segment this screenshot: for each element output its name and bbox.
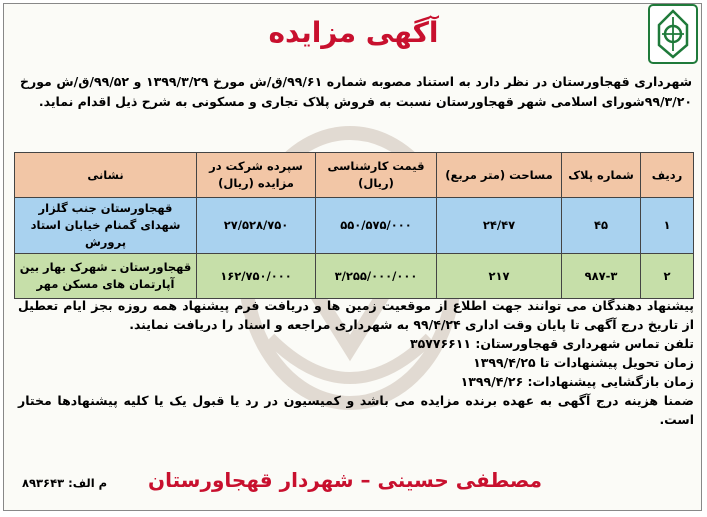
- terms-note: ضمنا هزینه درج آگهی به عهده برنده مزایده می باشد و کمیسیون در رد یا قبول یک یا کلیه پیشنهادها مختار است.: [18, 393, 694, 427]
- reference-number: م الف: ۸۹۳۶۴۳: [22, 476, 108, 490]
- cell-address: قهجاورستان جنب گلزار شهدای گمنام خیابان استاد پرورش: [15, 198, 197, 254]
- intro-paragraph: شهرداری قهجاورستان در نظر دارد به استناد مصوبه شماره ۹۹/۶۱/ق/ش مورخ ۱۳۹۹/۳/۲۹ و ۹۹/۵۲/ق/ش مورخ ۹۹/۳/۲۰شورای اسلامی شهر قهجاورستان نسبت به فروش پلاک تجاری و مسکونی به شرح ذیل اقدام نماید.: [20, 74, 692, 109]
- auction-items-table: [14, 152, 694, 299]
- header-row-no: ردیف: [641, 153, 694, 198]
- cell-row-no: ۱: [641, 198, 694, 254]
- header-price: قیمت کارشناسی (ریال): [316, 153, 437, 198]
- signature: مصطفی حسینی – شهردار قهجاورستان: [148, 468, 542, 492]
- opening-date: زمان بازگشایی پیشنهادات: ۱۳۹۹/۴/۲۶: [460, 374, 694, 389]
- contact-phone: تلفن تماس شهرداری قهجاورستان: ۳۵۷۷۶۶۱۱: [409, 336, 694, 351]
- cell-address: قهجاورستان ـ شهرک بهار بین آپارتمان های مسکن مهر: [15, 254, 197, 299]
- submission-deadline: زمان تحویل پیشنهادات تا ۱۳۹۹/۴/۲۵: [473, 355, 694, 370]
- notice-title: آگهی مزایده: [268, 16, 439, 49]
- cell-deposit: ۲۷/۵۲۸/۷۵۰: [197, 198, 316, 254]
- table-header-row: [15, 153, 694, 198]
- cell-row-no: ۲: [641, 254, 694, 299]
- instructions-paragraph: پیشنهاد دهندگان می توانند جهت اطلاع از موقعیت زمین ها و دریافت فرم پیشنهاد همه روزه بجز ایام تعطیل از تاریخ درج آگهی تا پایان وقت اداری ۹۹/۴/۲۴ به شهرداری مراجعه و اسناد را دریافت نمایند.: [18, 298, 694, 332]
- cell-plate-no: ۴۵: [562, 198, 641, 254]
- cell-area: ۲۱۷: [437, 254, 562, 299]
- cell-area: ۲۴/۴۷: [437, 198, 562, 254]
- notice-body: [18, 296, 694, 429]
- table-row: [15, 254, 694, 299]
- cell-price: ۵۵۰/۵۷۵/۰۰۰: [316, 198, 437, 254]
- notice-footer: [0, 468, 707, 508]
- cell-deposit: ۱۶۲/۷۵۰/۰۰۰: [197, 254, 316, 299]
- table-row: [15, 198, 694, 254]
- header-plate-no: شماره پلاک: [562, 153, 641, 198]
- header-address: نشانی: [15, 153, 197, 198]
- header-area: مساحت (متر مربع): [437, 153, 562, 198]
- header-deposit: سپرده شرکت در مزایده (ریال): [197, 153, 316, 198]
- cell-price: ۳/۲۵۵/۰۰۰/۰۰۰: [316, 254, 437, 299]
- cell-plate-no: ۹۸۷-۳: [562, 254, 641, 299]
